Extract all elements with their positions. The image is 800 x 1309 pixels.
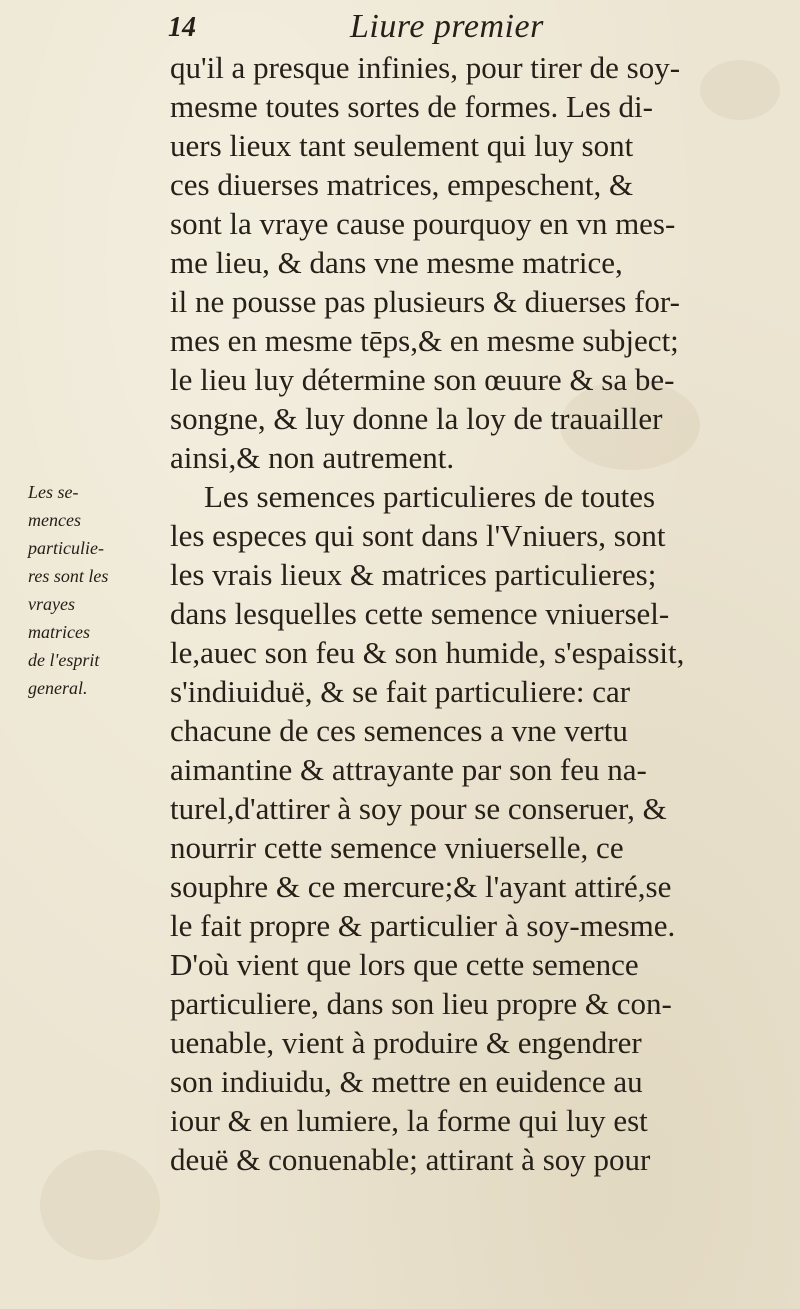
marginal-note-line: general.: [28, 678, 88, 698]
text-line: le fait propre & particulier à soy-mesme.: [170, 908, 676, 943]
text-line: le,auec son feu & son humide, s'espaissit,: [170, 635, 685, 670]
text-line: uenable, vient à produire & engendrer: [170, 1025, 642, 1060]
text-line: deuë & conuenable; attirant à soy pour: [170, 1142, 651, 1177]
marginal-note-line: de l'esprit: [28, 650, 100, 670]
marginal-note-line: res sont les: [28, 566, 109, 586]
text-line: les especes qui sont dans l'Vniuers, sont: [170, 518, 666, 553]
text-line: chacune de ces semences a vne vertu: [170, 713, 628, 748]
text-line: ainsi,& non autrement.: [170, 440, 455, 475]
text-line: ces diuerses matrices, empeschent, &: [170, 167, 634, 202]
text-line: D'où vient que lors que cette semence: [170, 947, 639, 982]
text-line: aimantine & attrayante par son feu na-: [170, 752, 647, 787]
text-line: dans lesquelles cette semence vniuersel-: [170, 596, 670, 631]
marginal-note-line: mences: [28, 510, 81, 530]
text-line: turel,d'attirer à soy pour se conseruer, &: [170, 791, 667, 826]
marginal-note-line: matrices: [28, 622, 90, 642]
marginal-note-line: vrayes: [28, 594, 75, 614]
text-line: nourrir cette semence vniuerselle, ce: [170, 830, 624, 865]
text-line: mes en mesme tēps,& en mesme subject;: [170, 323, 679, 358]
marginal-note: [28, 478, 158, 702]
text-line: le lieu luy détermine son œuure & sa be-: [170, 362, 675, 397]
text-line: uers lieux tant seulement qui luy sont: [170, 128, 634, 163]
text-line: qu'il a presque infinies, pour tirer de soy-: [170, 50, 681, 85]
body-text: [170, 48, 790, 1179]
paper-stain: [40, 1150, 160, 1260]
text-line: souphre & ce mercure;& l'ayant attiré,se: [170, 869, 672, 904]
text-line: s'indiuiduë, & se fait particuliere: car: [170, 674, 631, 709]
text-line: songne, & luy donne la loy de trauailler: [170, 401, 663, 436]
marginal-note-line: particulie-: [28, 538, 104, 558]
text-line: son indiuidu, & mettre en euidence au: [170, 1064, 643, 1099]
page-number: 14: [168, 12, 196, 43]
text-line: mesme toutes sortes de formes. Les di-: [170, 89, 653, 124]
text-line: sont la vraye cause pourquoy en vn mes-: [170, 206, 676, 241]
text-line: particuliere, dans son lieu propre & con-: [170, 986, 672, 1021]
paragraph-first-line: Les semences particulieres de toutes: [204, 479, 656, 514]
page-header: [150, 8, 790, 52]
text-line: iour & en lumiere, la forme qui luy est: [170, 1103, 648, 1138]
text-line: les vrais lieux & matrices particulieres;: [170, 557, 657, 592]
running-head: Liure premier: [350, 8, 544, 45]
marginal-note-line: Les se-: [28, 482, 79, 502]
text-line: il ne pousse pas plusieurs & diuerses for-: [170, 284, 680, 319]
text-line: me lieu, & dans vne mesme matrice,: [170, 245, 623, 280]
